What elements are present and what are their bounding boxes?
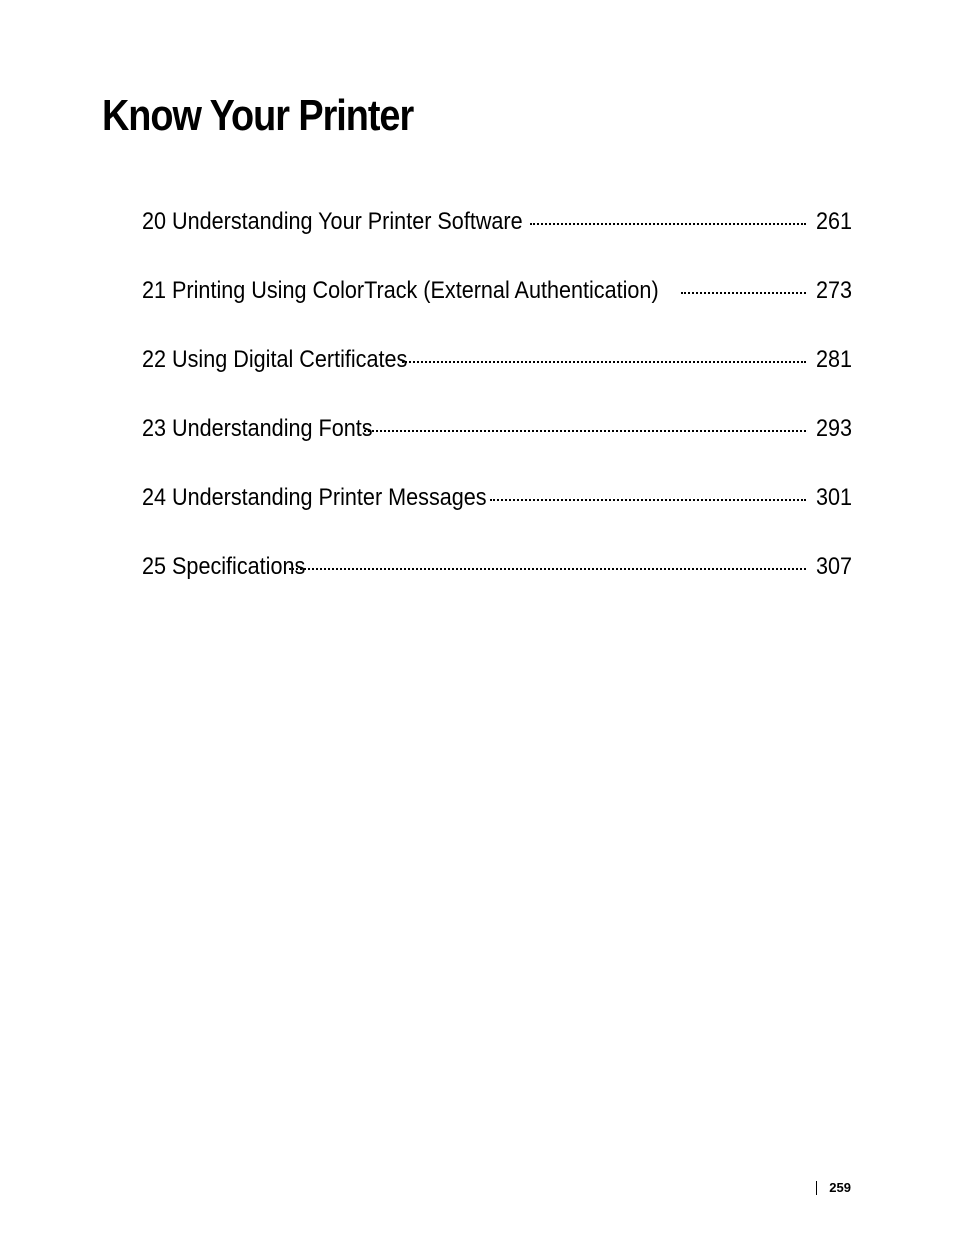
toc-entry-title: 25 Specifications (142, 553, 306, 580)
toc-entry-understanding-fonts[interactable] (142, 409, 852, 478)
dot-leader (364, 428, 806, 432)
toc-entry-title: 24 Understanding Printer Messages (142, 484, 487, 511)
toc-entry-page: 273 (815, 277, 852, 304)
toc-entry-title: 21 Printing Using ColorTrack (External Authentication) (142, 277, 659, 304)
dot-leader (530, 221, 806, 225)
toc-entry-title: 20 Understanding Your Printer Software (142, 208, 523, 235)
toc-entry-page: 301 (815, 484, 852, 511)
toc-entry-title: 23 Understanding Fonts (142, 415, 373, 442)
page-title: Know Your Printer (102, 91, 414, 140)
dot-leader (289, 566, 806, 570)
toc-entry-title: 22 Using Digital Certificates (142, 346, 408, 373)
table-of-contents (142, 202, 852, 616)
toc-entry-understanding-printer-messages[interactable] (142, 478, 852, 547)
dot-leader (490, 497, 806, 501)
page-footer (816, 1176, 851, 1200)
toc-entry-page: 293 (815, 415, 852, 442)
toc-entry-understanding-printer-software[interactable] (142, 202, 852, 271)
footer-divider (816, 1181, 817, 1195)
toc-entry-page: 261 (815, 208, 852, 235)
toc-entry-printing-using-colortrack[interactable] (142, 271, 852, 340)
toc-entry-page: 281 (815, 346, 852, 373)
toc-entry-specifications[interactable] (142, 547, 852, 616)
page-number: 259 (829, 1180, 851, 1195)
toc-entry-using-digital-certificates[interactable] (142, 340, 852, 409)
dot-leader (402, 359, 806, 363)
toc-entry-page: 307 (815, 553, 852, 580)
dot-leader (681, 290, 806, 294)
